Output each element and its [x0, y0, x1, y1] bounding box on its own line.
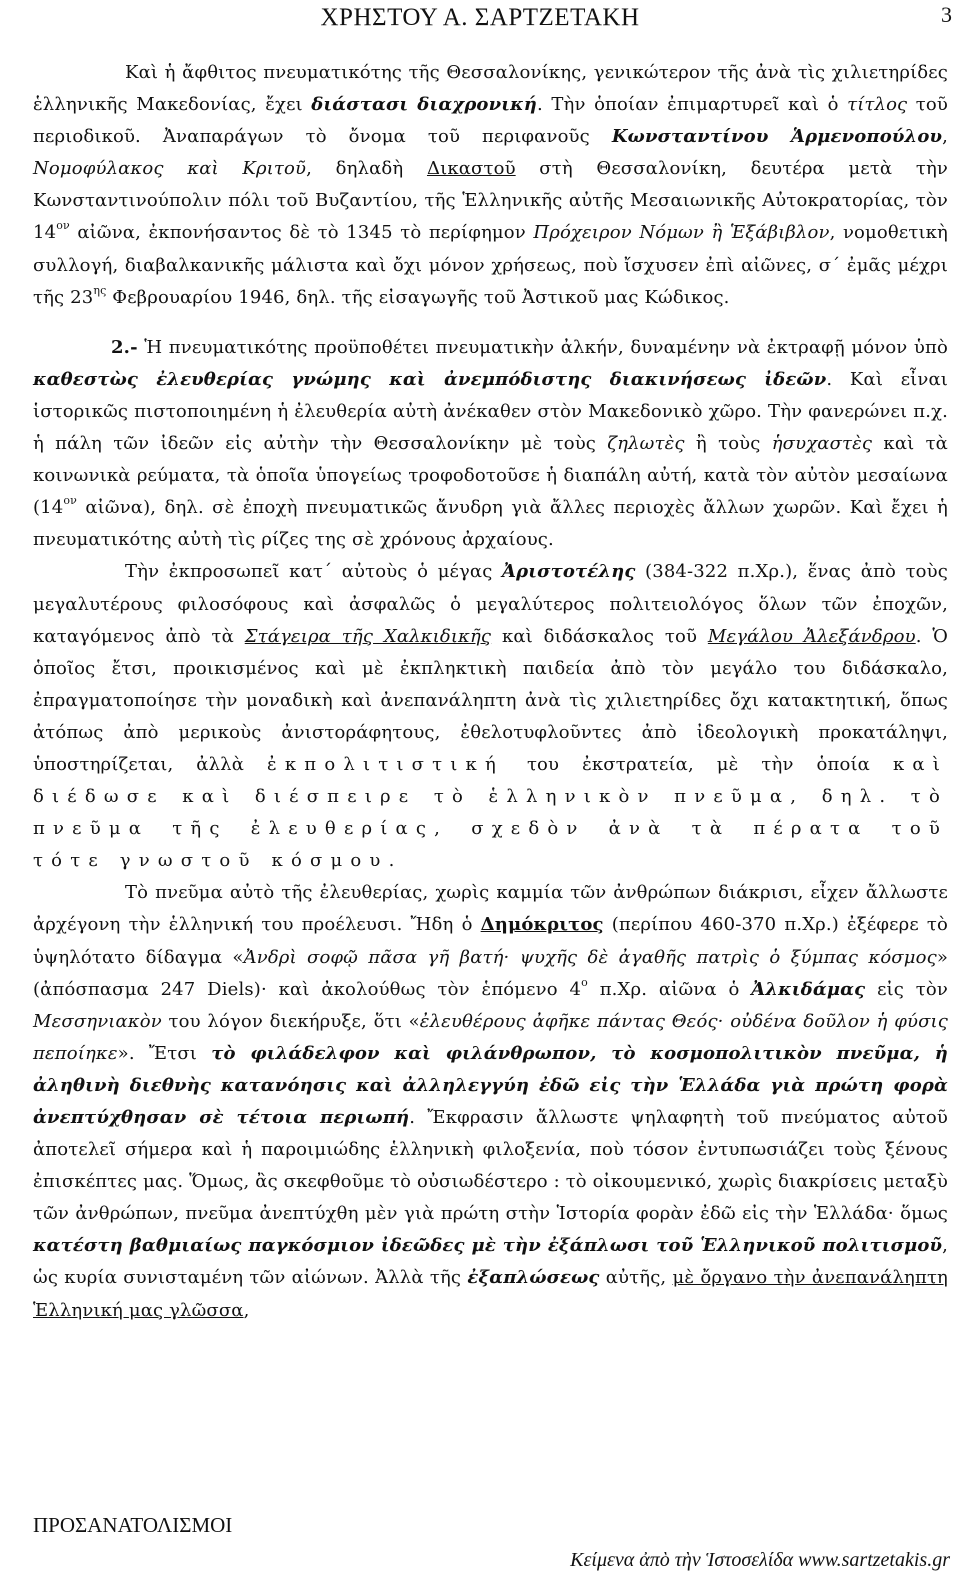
spaced-emphasis: καὶ διέδωσε καὶ διέσπειρε τὸ ἑλληνικὸν πνεῦμα, δηλ. τὸ πνεῦμα τῆς ἐλευθερίας, σχεδὸν ἀνὰ τὰ πέρατα τοῦ τότε γνωστοῦ κόσμου. — [33, 753, 949, 872]
emphasis: καθεστὼς ἐλευθερίας γνώμης καὶ ἀνεμπόδιστης διακινήσεως ἰδεῶν — [33, 368, 827, 390]
emphasis: τὸ φιλάδελφον καὶ φιλάνθρωπον, τὸ κοσμοπολιτικὸν πνεῦμα, ἡ ἀληθινὴ διεθνὴς κατανόησις καὶ ἀλληλεγγύη ἐδῶ εἰς τὴν Ἑλλάδα γιὰ πρώτη φορὰ ἀνεπτύχθησαν σὲ τέτοια περιωπή — [33, 1042, 948, 1128]
paragraph-1: Καὶ ἡ ἄφθιτος πνευματικότης τῆς Θεσσαλονίκης, γενικώτερον τῆς ἀνὰ τὶς χιλιετηρίδες ἑλληνικῆς Μακεδονίας, ἔχει διάστασι διαχρονική. Τὴν ὁποίαν ἐπιμαρτυρεῖ καὶ ὁ τίτλος τοῦ περιοδικοῦ. Ἀναπαράγων τὸ ὄνομα τοῦ περιφανοῦς Κωνσταντίνου Ἁρμενοπούλου, Νομοφύλακος καὶ Κριτοῦ, δηλαδὴ Δικαστοῦ στὴ Θεσσαλονίκη, δευτέρα μετὰ τὴν Κωνσταντινούπολιν πόλι τοῦ Βυζαντίου, τῆς Ἑλληνικῆς αὐτῆς Μεσαιωνικῆς Αὐτοκρατορίας, τὸν $14^{o\nu}$ αἰῶνα, ἐκπονήσαντος δὲ τὸ 1345 τὸ περίφημον Πρόχειρον Νόμων ἢ Ἑξάβιβλον, νομοθετικὴ συλλογή, διαβαλκανικῆς μάλιστα καὶ ὄχι μόνον χρήσεως, ποὺ ἴσχυσεν ἐπὶ αἰῶνες, σ΄ ἐμᾶς μέχρι τῆς $23^{\eta\varsigma}$ Φεβρουαρίου 1946, δηλ. τῆς εἰσαγωγῆς τοῦ Ἀστικοῦ μας Κώδικος. — [33, 62, 949, 308]
superscript: ο — [581, 975, 588, 989]
running-head-title: ΧΡΗΣΤΟΥ Α. ΣΑΡΤΖΕΤΑΚΗ — [320, 4, 640, 31]
footer-journal-title: ΠΡΟΣΑΝΑΤΟΛΙΣΜΟΙ — [33, 1513, 233, 1537]
quote: ἐλευθέρους ἀφῆκε πάντας Θεός· οὐδένα δοῦλον ἡ φύσις πεποίηκε — [33, 1010, 948, 1064]
superscript: ον — [63, 494, 78, 508]
paragraph-2: 2.- Ἡ πνευματικότης προϋποθέτει πνευματικὴν ἀλκήν, δυναμένην νὰ ἐκτραφῇ μόνον ὑπὸ καθεστὼς ἐλευθερίας γνώμης καὶ ἀνεμπόδιστης διακινήσεως ἰδεῶν. Καὶ εἶναι ἱστορικῶς πιστοποιημένη ἡ ἐλευθερία αὐτὴ ἀνέκαθεν στὸν Μακεδονικὸ χῶρο. Τὴν φανερώνει π.χ. ἡ πάλη τῶν ἰδεῶν εἰς αὐτὴν τὴν Θεσσαλονίκην μὲ τοὺς ζηλωτὲς ἢ τοὺς ἡσυχαστὲς καὶ τὰ κοινωνικὰ ρεύματα, τὰ ὁποῖα ὑπογείως τροφοδοτοῦσε ἡ διαπάλη αὐτή, κατὰ τὸν αὐτὸν μεσαίωνα ($14^{o\nu}$ αἰῶνα), δηλ. σὲ ἐποχὴ πνευματικῶς ἄνυδρη γιὰ ἄλλες περιοχὲς ἄλλων χωρῶν. Καὶ ἔχει ἡ πνευματικότης αὐτὴ τὶς ρίζες της σὲ χρόνους ἀρχαίους. — [33, 336, 948, 551]
superscript: ης — [93, 283, 107, 297]
page-header — [0, 0, 960, 44]
emphasis: Δημόκριτος — [480, 914, 604, 936]
section-number: 2.- — [111, 336, 138, 358]
emphasis: Μεγάλου Ἀλεξάνδρου — [707, 625, 916, 647]
footer-source-link[interactable]: Κείμενα ἀπὸ τὴν Ἱστοσελίδα www.sartzetakis.gr — [570, 1549, 950, 1571]
emphasis: κατέστη βαθμιαίως παγκόσμιον ἰδεῶδες μὲ τὴν ἐξάπλωσι τοῦ Ἑλληνικοῦ πολιτισμοῦ — [33, 1235, 943, 1257]
emphasis: ζηλωτὲς — [607, 433, 685, 455]
spaced-emphasis: ἐκπολιτιστική — [267, 753, 504, 775]
emphasis: Νομοφύλακος καὶ Κριτοῦ — [33, 158, 307, 180]
emphasis: Μεσσηνιακὸν — [33, 1010, 162, 1032]
emphasis: Στάγειρα τῆς Χαλκιδικῆς — [244, 625, 492, 647]
emphasis: ἡσυχαστὲς — [771, 433, 873, 455]
quote: Ἀνδρὶ σοφῷ πᾶσα γῆ βατή· ψυχῆς δὲ ἀγαθῆς πατρὶς ὁ ξύμπας κόσμος — [243, 946, 937, 968]
main-text — [33, 57, 948, 1327]
page-number: 3 — [941, 2, 952, 27]
emphasis: Δικαστοῦ — [426, 158, 516, 180]
emphasis: ἐξαπλώσεως — [467, 1267, 600, 1289]
emphasis: Κωνσταντίνου Ἁρμενοπούλου — [611, 126, 943, 148]
paragraph-4: Τὸ πνεῦμα αὐτὸ τῆς ἐλευθερίας, χωρὶς καμμία τῶν ἀνθρώπων διάκρισι, εἶχεν ἄλλωστε ἀρχέγονη τὴν ἑλληνική του προέλευσι. Ἤδη ὁ Δημόκριτος (περίπου 460-370 π.Χρ.) ἐξέφερε τὸ ὑψηλότατο δίδαγμα «Ἀνδρὶ σοφῷ πᾶσα γῆ βατή· ψυχῆς δὲ ἀγαθῆς πατρὶς ὁ ξύμπας κόσμος» (ἀπόσπασμα 247 Diels)· καὶ ἀκολούθως τὸν ἑπόμενο $4^o$ π.Χρ. αἰῶνα ὁ Ἀλκιδάμας εἰς τὸν Μεσσηνιακὸν του λόγον διεκήρυξε, ὅτι «ἐλευθέρους ἀφῆκε πάντας Θεός· οὐδένα δοῦλον ἡ φύσις πεποίηκε». Ἔτσι τὸ φιλάδελφον καὶ φιλάνθρωπον, τὸ κοσμοπολιτικὸν πνεῦμα, ἡ ἀληθινὴ διεθνὴς κατανόησις καὶ ἀλληλεγγύη ἐδῶ εἰς τὴν Ἑλλάδα γιὰ πρώτη φορὰ ἀνεπτύχθησαν σὲ τέτοια περιωπή. Ἔκφρασιν ἄλλωστε ψηλαφητὴ τοῦ πνεύματος αὐτοῦ ἀποτελεῖ σήμερα καὶ ἡ παροιμιώδης ἑλληνικὴ φιλοξενία, ποὺ τόσον ἐντυπωσιάζει τοὺς ξένους ἐπισκέπτες μας. Ὅμως, ἂς σκεφθοῦμε τὸ οὐσιωδέστερο : τὸ οἰκουμενικό, χωρὶς διακρίσεις μεταξὺ τῶν ἀνθρώπων, πνεῦμα ἀνεπτύχθη μὲν γιὰ πρώτη στὴν Ἱστορία φορὰν ἐδῶ εἰς τὴν Ἑλλάδα· ὅμως κατέστη βαθμιαίως παγκόσμιον ἰδεῶδες μὲ τὴν ἐξάπλωσι τοῦ Ἑλληνικοῦ πολιτισμοῦ, ὡς κυρία συνισταμένη τῶν αἰώνων. Ἀλλὰ τῆς ἐξαπλώσεως αὐτῆς, μὲ ὄργανο τὴν ἀνεπανάληπτη Ἑλληνική μας γλῶσσα, — [33, 882, 948, 1321]
emphasis: τίτλος — [847, 94, 908, 116]
emphasis: διάστασι διαχρονική — [311, 94, 537, 116]
paragraph-3: Τὴν ἐκπροσωπεῖ κατ΄ αὐτοὺς ὁ μέγας Ἀριστοτέλης (384-322 π.Χρ.), ἕνας ἀπὸ τοὺς μεγαλυτέρους φιλοσόφους καὶ ἀσφαλῶς ὁ μεγαλύτερος πολιτειολόγος ὅλων τῶν ἐποχῶν, καταγόμενος ἀπὸ τὰ Στάγειρα τῆς Χαλκιδικῆς καὶ διδάσκαλος τοῦ Μεγάλου Ἀλεξάνδρου. Ὁ ὁποῖος ἔτσι, προικισμένος καὶ μὲ ἐκπληκτικὴ παιδεία ἀπὸ τὸν μεγάλο του διδάσκαλο, ἐπραγματοποίησε τὴν μοναδικὴ καὶ ἀνεπανάληπτη ἀνὰ τὶς χιλιετηρίδες ὄχι κατακτητική, ὅπως ἀτόπως ἀπὸ μερικοὺς ἀνιστοράφητους, ἐθελοτυφλοῦντες ἀπὸ ἰδεολογικὴ προκατάληψι, ὑποστηρίζεται, ἀλλὰ ἐκπολιτιστική του ἐκστρατεία, μὲ τὴν ὁποία καὶ διέδωσε καὶ διέσπειρε τὸ ἑλληνικὸν πνεῦμα, δηλ. τὸ πνεῦμα τῆς ἐλευθερίας, σχεδὸν ἀνὰ τὰ πέρατα τοῦ τότε γνωστοῦ κόσμου. — [33, 561, 949, 872]
emphasis: μὲ ὄργανο τὴν ἀνεπανάληπτη Ἑλληνική μας γλῶσσα — [33, 1267, 948, 1321]
superscript: ον — [56, 219, 70, 233]
emphasis: Πρόχειρον Νόμων ἢ Ἑξάβιβλον — [533, 222, 830, 244]
emphasis: Ἀλκιδάμας — [751, 978, 866, 1000]
emphasis: Ἀριστοτέλης — [502, 561, 636, 583]
